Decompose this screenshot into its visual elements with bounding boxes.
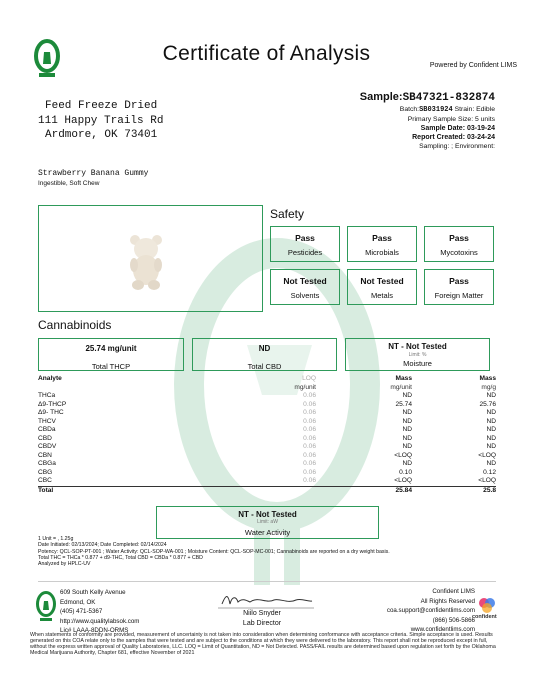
table-row [38, 477, 496, 486]
moisture-limit: Limit: % [408, 352, 427, 358]
safety-status: Pass [295, 233, 315, 243]
confident-logo-text: confident [472, 614, 497, 620]
note-line: Date Initiated: 02/13/2024; Date Completed: 02/14/2024 [38, 542, 167, 549]
mass-g-cell: ND [486, 417, 496, 425]
loq-cell: 0.06 [303, 451, 316, 459]
note-line: Total THC = THCa * 0.877 + d9-THC, Total CBD = CBDa * 0.877 + CBD [38, 554, 203, 561]
director-signature [218, 592, 314, 610]
analyte-cell: CBDa [38, 426, 56, 433]
table-row [38, 435, 496, 444]
mass-g-cell: ND [486, 392, 496, 399]
lab-address [60, 588, 139, 636]
table-row [38, 460, 496, 469]
analyte-cell: CBC [38, 477, 52, 484]
moisture-label: Moisture [403, 359, 432, 368]
unit-cell: mg/unit [294, 383, 316, 391]
safety-label: Solvents [290, 291, 320, 300]
water-activity-tile [156, 506, 379, 539]
water-activity-value: NT - Not Tested [238, 510, 297, 519]
total-cbd-label: Total CBD [247, 362, 282, 371]
strain: Strain: Edible [454, 106, 495, 113]
safety-tile-foreign-matter [424, 269, 494, 305]
mass-header: Mass [479, 375, 496, 382]
mass-unit-cell: ND [402, 460, 412, 467]
director-title: Lab Director [242, 619, 282, 627]
mass-unit-cell: ND [402, 392, 412, 399]
note-line: 1 Unit = , 1.25g [38, 536, 74, 542]
sampling: Sampling: ; Environment: [419, 143, 495, 150]
safety-status: Pass [372, 233, 392, 243]
analyte-cell: THCV [38, 417, 56, 425]
safety-tile-pesticides [270, 226, 340, 262]
cannabinoid-table [38, 375, 496, 495]
safety-status: Not Tested [283, 276, 327, 286]
page-title: Certificate of Analysis [162, 42, 371, 65]
table-total-row [38, 486, 496, 495]
product-type: Ingestible, Soft Chew [38, 180, 100, 187]
table-row [38, 392, 496, 401]
total-thcp-label: Total THCP [91, 362, 131, 371]
table-row [38, 418, 496, 427]
client-name: Feed Freeze Dried [45, 100, 158, 112]
total-thcp-tile [38, 338, 184, 371]
mass-g-cell: ND [486, 409, 496, 416]
company-phone: (866) 506-5866 [432, 616, 475, 624]
moisture-tile [345, 338, 490, 371]
mass-g-cell: <LOQ [478, 477, 496, 484]
analyte-cell: CBDV [38, 443, 57, 450]
safety-label: Microbials [365, 248, 399, 257]
loq-cell: 0.06 [303, 460, 316, 467]
analyte-cell: Δ9-THCP [38, 400, 67, 408]
mass-unit-cell: <LOQ [394, 451, 412, 459]
lab-logo-footer-icon [35, 590, 57, 624]
table-row [38, 452, 496, 461]
loq-header: LOQ [302, 375, 316, 382]
safety-label: Mycotoxins [440, 248, 478, 257]
lab-website: http://www.qualitylabsok.com [60, 617, 140, 625]
safety-status: Not Tested [360, 276, 404, 286]
loq-cell: 0.06 [303, 417, 316, 425]
analyte-cell: CBN [38, 451, 52, 459]
mass-g-cell: 0.12 [483, 468, 496, 476]
mass-g-cell: ND [486, 460, 496, 467]
mass-g-cell: ND [486, 434, 496, 442]
lab-license: Lic# LAAA-8DDN-ORMS [60, 627, 129, 634]
mass-unit-cell: <LOQ [394, 477, 412, 484]
client-city: Ardmore, OK 73401 [45, 129, 158, 141]
water-activity-limit: Limit: aW [257, 519, 278, 525]
mass-header: Mass [395, 375, 412, 382]
unit-cell: mg/unit [390, 383, 412, 391]
sample-label: Sample: [359, 91, 403, 103]
analyte-cell: CBD [38, 434, 52, 442]
analyte-cell: CBGa [38, 460, 56, 467]
total-cbd-tile [192, 338, 337, 371]
mass-unit-cell: 25.74 [395, 400, 412, 408]
total-thcp-value: 25.74 mg/unit [85, 344, 137, 353]
mass-unit-cell: 0.10 [399, 468, 412, 476]
product-name: Strawberry Banana Gummy [38, 169, 149, 178]
analyte-header: Analyte [38, 375, 62, 382]
loq-cell: 0.06 [303, 392, 316, 399]
loq-cell: 0.06 [303, 434, 316, 442]
loq-cell: 0.06 [303, 468, 316, 476]
safety-tile-solvents [270, 269, 340, 305]
table-units-row [38, 384, 496, 393]
note-line: Potency: QCL-SOP-PT-001 ; Water Activity: QCL-SOP-WA-001 ; Moisture Content: QCL-SOP-MC-001; Cannabinoids are reported on a dry weight basis. [38, 548, 390, 555]
lab-city: Edmond, OK [60, 598, 96, 606]
company-email: coa.support@confidentlims.com [386, 607, 475, 614]
company-name: Confident LIMS [432, 588, 475, 595]
mass-unit-cell: ND [402, 426, 412, 433]
total-mass-g: 25.8 [412, 486, 496, 495]
director-block [218, 609, 306, 628]
method-notes [38, 536, 390, 567]
safety-tile-metals [347, 269, 417, 305]
report-created: Report Created: 03-24-24 [412, 134, 495, 141]
company-rights: All Rights Reserved [420, 597, 475, 605]
water-activity-label: Water Activity [244, 528, 291, 537]
batch-id: SB031924 [419, 106, 453, 114]
table-row [38, 409, 496, 418]
total-label: Total [38, 486, 226, 495]
total-loq [226, 486, 316, 495]
mass-g-cell: <LOQ [478, 451, 496, 459]
mass-unit-cell: ND [402, 409, 412, 416]
loq-cell: 0.06 [303, 477, 316, 484]
table-row [38, 443, 496, 452]
unit-cell: mg/g [481, 383, 496, 391]
footer-divider [38, 581, 496, 582]
mass-unit-cell: ND [402, 417, 412, 425]
total-mass-unit: 25.84 [316, 486, 412, 495]
note-line: Analyzed by HPLC-UV [38, 561, 91, 568]
safety-label: Pesticides [287, 248, 323, 257]
mass-g-cell: 25.76 [479, 400, 496, 408]
company-website: www.confidentlims.com [410, 626, 475, 633]
total-cbd-value: ND [258, 344, 271, 353]
loq-cell: 0.06 [303, 400, 316, 408]
safety-label: Foreign Matter [434, 291, 484, 300]
disclaimer: When statements of conformity are provided, measurement of uncertainty is not taken into consideration when determining conformance with acceptance criteria. Simple acceptance is used. Results generated on this COA relate only to the samples that were tested and are subject to the conditions at which they were delivered to the laboratory. This report shall not be reproduced except in full, without the express written approval of Quality Laboratories, LLC. LOQ = Limit of Quantitation, ND = Not Detected. PASS/FAIL results are determined based upon regulation set forth by the Oklahoma Medical Marijuana Authority, Chapter 681, effective November of 2021 [30, 632, 496, 656]
company-info [387, 587, 475, 635]
analyte-cell: Δ9- THC [38, 409, 64, 416]
safety-tile-microbials [347, 226, 417, 262]
loq-cell: 0.06 [303, 409, 316, 416]
gummy-bear-image [126, 233, 166, 291]
batch-label: Batch: [399, 106, 420, 113]
table-row [38, 426, 496, 435]
analyte-cell: THCa [38, 392, 56, 399]
safety-tile-mycotoxins [424, 226, 494, 262]
safety-label: Metals [370, 291, 394, 300]
cannabinoids-title: Cannabinoids [38, 318, 112, 332]
safety-status: Pass [449, 276, 469, 286]
powered-by: Powered by Confident LIMS [429, 62, 517, 69]
primary-sample-size: Primary Sample Size: 5 units [407, 116, 495, 123]
mass-g-cell: ND [486, 426, 496, 433]
sample-date: Sample Date: 03-19-24 [420, 125, 495, 132]
moisture-value: NT - Not Tested [388, 342, 447, 351]
client-street: 111 Happy Trails Rd [38, 114, 164, 127]
mass-unit-cell: ND [402, 443, 412, 450]
client-address [38, 99, 163, 143]
sample-id: SB47321-832874 [402, 92, 495, 104]
confident-logo-icon [478, 596, 496, 614]
table-row [38, 469, 496, 478]
unit-cell [38, 384, 226, 393]
safety-status: Pass [449, 233, 469, 243]
loq-cell: 0.06 [303, 443, 316, 450]
safety-title: Safety [270, 207, 305, 221]
table-row [38, 401, 496, 410]
mass-unit-cell: ND [402, 434, 412, 442]
mass-g-cell: ND [486, 443, 496, 450]
director-name: Niilo Snyder [243, 610, 281, 617]
sample-info [360, 90, 495, 151]
lab-phone: (405) 471-5367 [60, 608, 103, 615]
analyte-cell: CBG [38, 468, 53, 476]
loq-cell: 0.06 [303, 426, 316, 433]
lab-street: 609 South Kelly Avenue [60, 589, 126, 596]
table-header-row [38, 375, 496, 384]
